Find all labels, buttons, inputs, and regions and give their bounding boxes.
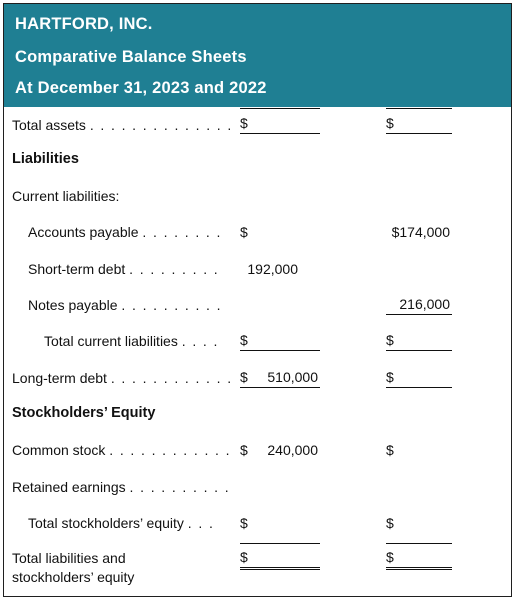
equity-heading: Stockholders’ Equity bbox=[12, 405, 156, 421]
row-common-stock-label: Common stock . . . . . . . . . . . . bbox=[12, 442, 231, 458]
row-total-liabilities-equity-label-1: Total liabilities and bbox=[12, 550, 126, 566]
total-equity-2022[interactable]: $ bbox=[386, 515, 394, 531]
total-le-2022-top-rule bbox=[386, 543, 452, 544]
company-name: HARTFORD, INC. bbox=[15, 15, 153, 33]
total-equity-2023[interactable]: $ bbox=[240, 515, 248, 531]
long-term-debt-2023[interactable]: $ 510,000 bbox=[240, 369, 320, 388]
notes-payable-2022[interactable]: 216,000 bbox=[386, 296, 452, 315]
liabilities-heading: Liabilities bbox=[12, 151, 79, 167]
row-long-term-debt-label: Long-term debt . . . . . . . . . . . . bbox=[12, 370, 233, 386]
total-assets-2022[interactable]: $ bbox=[386, 115, 452, 134]
total-current-liabilities-2023[interactable]: $ bbox=[240, 332, 320, 351]
common-stock-2023[interactable]: $ 240,000 bbox=[240, 442, 318, 458]
long-term-debt-2022[interactable]: $ bbox=[386, 369, 452, 388]
total-current-liabilities-2022[interactable]: $ bbox=[386, 332, 452, 351]
row-short-term-debt-label: Short-term debt . . . . . . . . . bbox=[28, 261, 220, 277]
total-le-2023-top-rule bbox=[240, 543, 320, 544]
row-total-liabilities-equity-label-2: stockholders’ equity bbox=[12, 569, 135, 585]
col-2023-top-rule bbox=[240, 108, 320, 109]
statement-header bbox=[4, 4, 511, 107]
row-total-current-liabilities-label: Total current liabilities . . . . bbox=[44, 333, 219, 349]
statement-date: At December 31, 2023 and 2022 bbox=[15, 79, 267, 97]
total-liabilities-equity-2022[interactable]: $ bbox=[386, 549, 452, 570]
total-assets-2023[interactable]: $ bbox=[240, 115, 320, 134]
common-stock-2022[interactable]: $ bbox=[386, 442, 394, 458]
short-term-debt-2023[interactable]: 192,000 bbox=[247, 261, 298, 277]
accounts-payable-2023[interactable]: $ bbox=[240, 224, 248, 240]
row-total-equity-label: Total stockholders’ equity . . . bbox=[28, 515, 215, 531]
current-liabilities-heading: Current liabilities: bbox=[12, 188, 120, 204]
row-total-assets-label: Total assets . . . . . . . . . . . . . . bbox=[12, 117, 233, 133]
statement-title: Comparative Balance Sheets bbox=[15, 48, 247, 66]
col-2022-top-rule bbox=[386, 108, 452, 109]
balance-sheet bbox=[3, 3, 512, 597]
row-notes-payable-label: Notes payable . . . . . . . . . . bbox=[28, 297, 222, 313]
accounts-payable-2022[interactable]: $174,000 bbox=[391, 224, 450, 240]
row-retained-earnings-label: Retained earnings . . . . . . . . . . bbox=[12, 479, 231, 495]
total-liabilities-equity-2023[interactable]: $ bbox=[240, 549, 320, 570]
row-accounts-payable-label: Accounts payable . . . . . . . . bbox=[28, 224, 222, 240]
